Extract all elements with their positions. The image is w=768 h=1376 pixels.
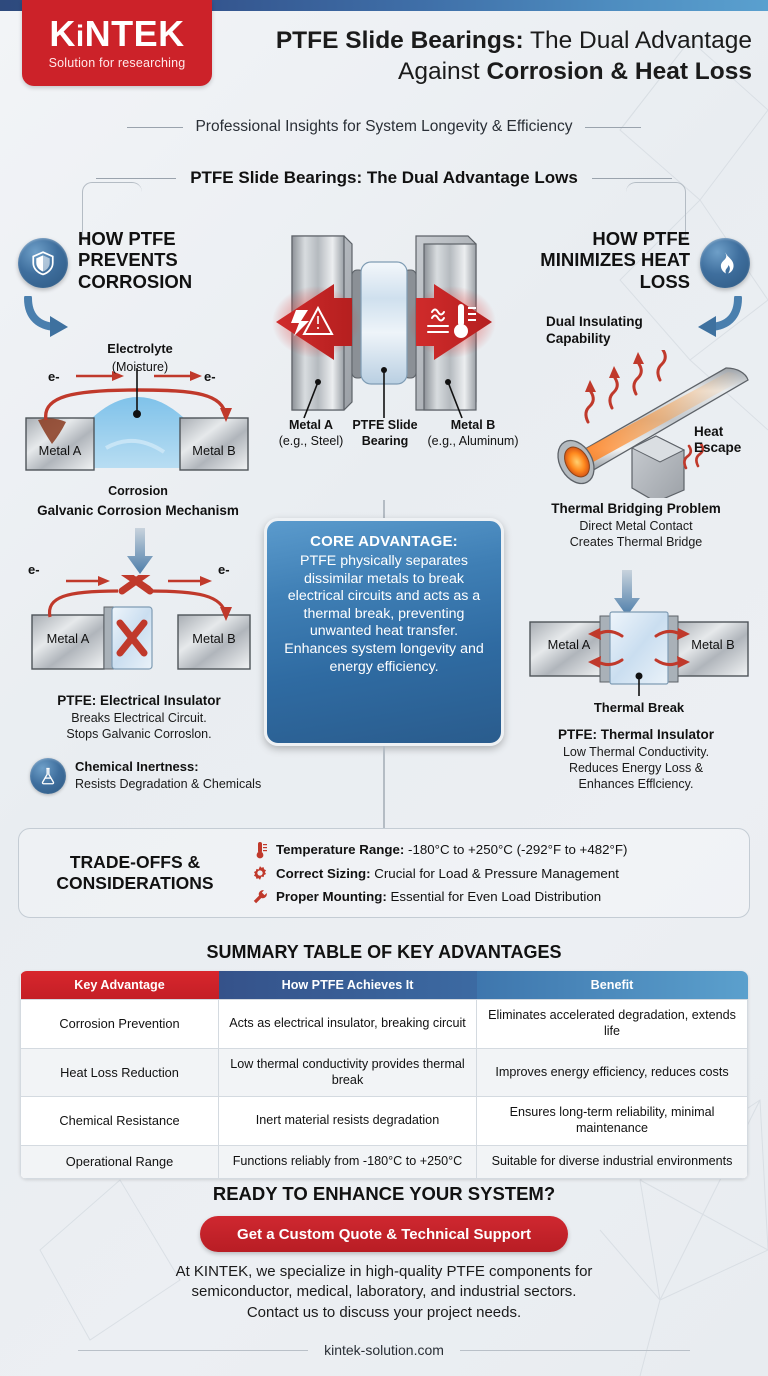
broken-electron-right: e-: [218, 562, 230, 577]
gear-icon: [251, 864, 268, 883]
table-cell: Suitable for diverse industrial environments: [477, 1146, 748, 1179]
flame-icon: [700, 238, 750, 288]
thermal-break-diagram: [526, 610, 752, 696]
table-cell: Functions reliably from -180°C to +250°C: [219, 1146, 477, 1179]
thermal-metal-a-label: Metal A: [547, 637, 591, 652]
footer-url[interactable]: kintek-solution.com: [324, 1342, 444, 1358]
curved-arrow-down-left-icon: [22, 296, 72, 338]
logo-tagline: Solution for researching: [48, 56, 186, 70]
down-arrow-icon-left: [127, 528, 153, 574]
heat-escape-label: Heat Escape: [694, 424, 742, 456]
footer-rule-left: [78, 1350, 308, 1351]
metal-a-label: Metal A: [38, 443, 82, 458]
electrolyte-sub: (Moisture): [111, 360, 169, 374]
get-quote-button[interactable]: Get a Custom Quote & Technical Support: [200, 1216, 568, 1252]
thermal-metal-b-label: Metal B: [691, 637, 735, 652]
electrolyte-label: Electrolyte: [107, 341, 173, 356]
dual-insulating-label: Dual Insulating Capability: [546, 314, 643, 346]
table-row: [21, 1146, 748, 1179]
broken-circuit-diagram: [26, 575, 256, 685]
label-ptfe-bearing: PTFE Slide Bearing: [352, 418, 418, 448]
broken-metal-b-label: Metal B: [192, 631, 236, 646]
summary-table: [20, 971, 748, 1179]
tradeoffs-panel: [18, 828, 750, 918]
footer: [0, 1342, 768, 1358]
broken-metal-a-label: Metal A: [46, 631, 90, 646]
cta-title: READY TO ENHANCE YOUR SYSTEM?: [212, 1183, 556, 1204]
table-header-how: How PTFE Achieves It: [219, 971, 477, 1000]
tradeoff-item: [251, 887, 735, 906]
table-row: [21, 1000, 748, 1049]
table-cell: Heat Loss Reduction: [21, 1048, 219, 1097]
table-row: [21, 1048, 748, 1097]
cta-body: At KINTEK, we specialize in high-quality PTFE components for semiconductor, medical, laboratory, and industrial sectors. Contact us to discuss your project needs.: [175, 1263, 593, 1321]
tradeoff-text: Correct Sizing: Crucial for Load & Pressure Management: [276, 865, 619, 881]
core-advantage-body: PTFE physically separates dissimilar metals to break electrical circuits and acts as a thermal break, preventing unwanted heat transfer. Enhances system longevity and energy efficiency.: [284, 553, 484, 675]
logo-wordmark: KiNTEK: [49, 13, 185, 54]
table-cell: Eliminates accelerated degradation, extends life: [477, 1000, 748, 1049]
table-header-row: [21, 971, 748, 1000]
tradeoffs-title: TRADE-OFFS & CONSIDERATIONS: [56, 852, 214, 893]
table-cell: Ensures long-term reliability, minimal maintenance: [477, 1097, 748, 1146]
right-column-heading: HOW PTFE MINIMIZES HEAT LOSS: [540, 228, 690, 292]
kintek-logo: [22, 0, 212, 86]
tradeoff-item: [251, 840, 735, 859]
tradeoff-item: [251, 864, 735, 883]
wrench-icon: [251, 887, 268, 906]
table-cell: Low thermal conductivity provides thermal break: [219, 1048, 477, 1097]
table-cell: Inert material resists degradation: [219, 1097, 477, 1146]
shield-icon: [18, 238, 68, 288]
table-header-benefit: Benefit: [477, 971, 748, 1000]
footer-rule-right: [460, 1350, 690, 1351]
tradeoff-text: Proper Mounting: Essential for Even Load Distribution: [276, 889, 602, 904]
summary-table-title: SUMMARY TABLE OF KEY ADVANTAGES: [206, 942, 562, 962]
label-metal-b: Metal B (e.g., Aluminum): [427, 418, 519, 448]
table-row: [21, 1097, 748, 1146]
thermal-insulator-caption: PTFE: Thermal Insulator Low Thermal Conductivity. Reduces Energy Loss & Enhances Efflciency.: [557, 727, 715, 792]
corrosion-label: Corrosion: [108, 484, 168, 498]
electrical-insulator-caption: PTFE: Electrical Insulator Breaks Electrical Circuit. Stops Galvanic Corroslon.: [57, 693, 221, 741]
tradeoff-text: Temperature Range: -180°C to +250°C (-292°F to +482°F): [276, 842, 628, 857]
core-advantage-title: CORE ADVANTAGE:: [310, 533, 458, 550]
thermometer-icon: [251, 840, 268, 859]
electron-left-label: e-: [48, 369, 60, 384]
broken-electron-left: e-: [28, 562, 40, 577]
page-title: PTFE Slide Bearings: The Dual Advantage Against Corrosion & Heat Loss: [275, 27, 752, 85]
table-cell: Corrosion Prevention: [21, 1000, 219, 1049]
chemical-inertness-text: Chemical Inertness: Resists Degradation & Chemicals: [75, 759, 262, 792]
electron-right-label: e-: [204, 369, 216, 384]
table-cell: Improves energy efficiency, reduces costs: [477, 1048, 748, 1097]
thermal-break-label: Thermal Break: [593, 700, 685, 715]
tradeoffs-list: [251, 836, 749, 911]
label-metal-a: Metal A (e.g., Steel): [278, 418, 344, 448]
flask-icon: [30, 758, 66, 794]
table-header-key-advantage: Key Advantage: [21, 971, 219, 1000]
metal-b-label: Metal B: [192, 443, 236, 458]
core-stem-top: [383, 500, 385, 520]
core-stem-bottom: [383, 746, 385, 828]
section-rule-right: [592, 178, 672, 179]
chemical-inertness-row: [30, 758, 261, 794]
curved-arrow-down-right-icon: [694, 296, 744, 338]
table-cell: Acts as electrical insulator, breaking circuit: [219, 1000, 477, 1049]
subheading: Professional Insights for System Longevity & Efficiency: [195, 118, 573, 135]
rule-right: [585, 127, 641, 128]
rule-left: [127, 127, 183, 128]
thermal-bridging-caption: Thermal Bridging Problem Direct Metal Contact Creates Thermal Bridge: [551, 501, 721, 549]
core-advantage-callout: [264, 518, 504, 746]
table-cell: Chemical Resistance: [21, 1097, 219, 1146]
subheading-row: [0, 118, 768, 136]
table-cell: Operational Range: [21, 1146, 219, 1179]
section-rule-left: [96, 178, 176, 179]
left-column-heading: HOW PTFE PREVENTS CORROSION: [78, 228, 193, 292]
galvanic-mechanism-label: Galvanic Corrosion Mechanism: [37, 503, 239, 518]
section-title: PTFE Slide Bearings: The Dual Advantage Lows: [190, 168, 578, 187]
